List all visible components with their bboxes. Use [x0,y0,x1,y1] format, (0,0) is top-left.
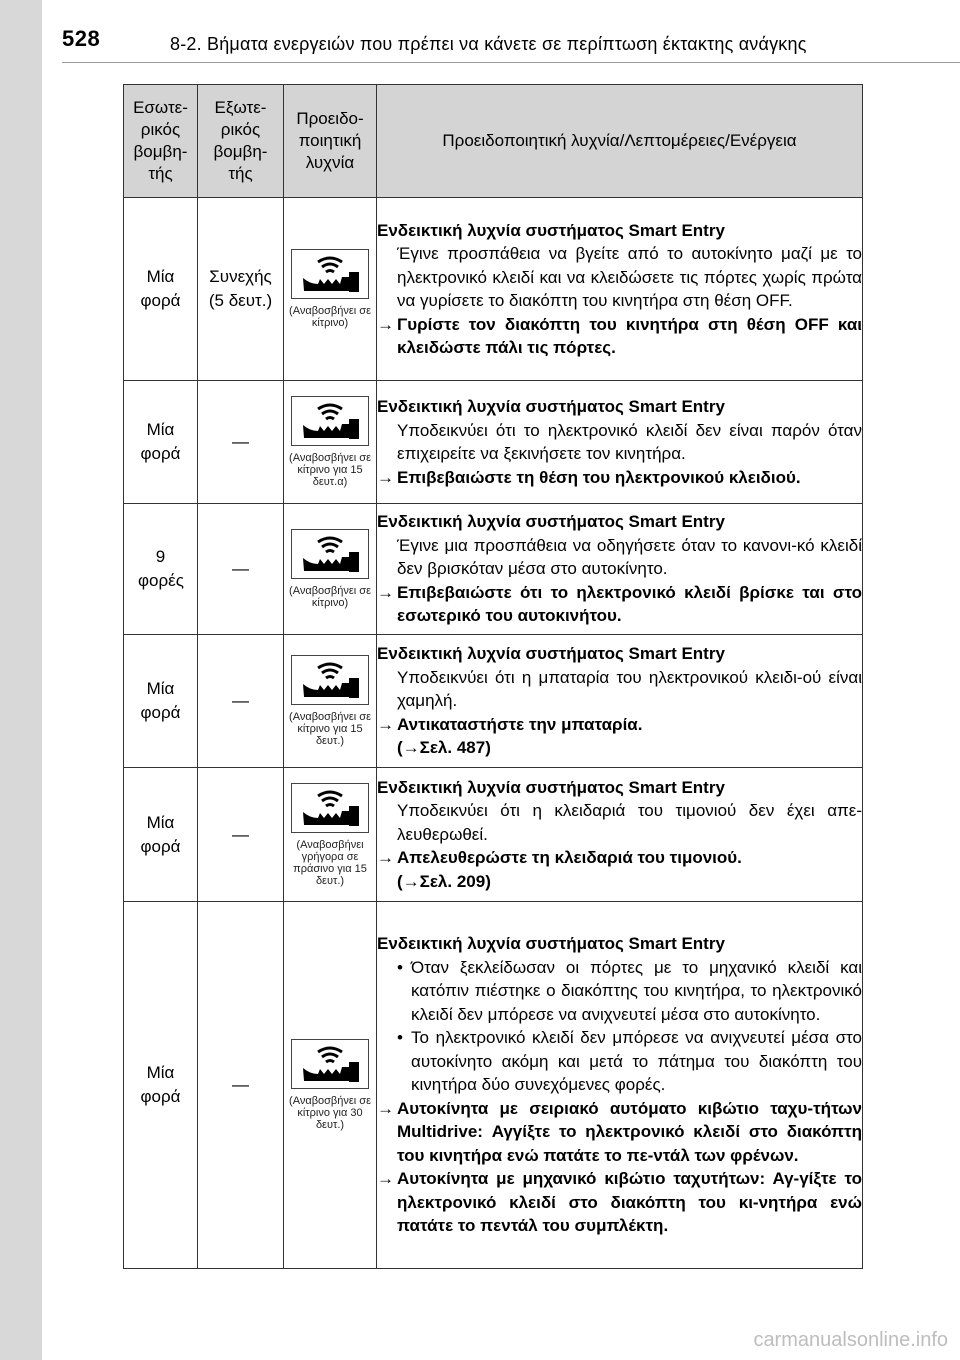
external-buzzer-cell: — [198,768,284,902]
internal-buzzer-cell: Μία φορά [124,635,198,768]
warning-table [123,84,863,1269]
arrow-icon: → [377,1169,394,1189]
lamp-note: (Αναβοσβήνει σε κίτρινο) [289,305,371,329]
table-row [124,504,863,635]
action-text: → Επιβεβαιώστε τη θέση του ηλεκτρονικού κλειδιού. [377,466,862,490]
smart-entry-key-icon [291,529,369,579]
watermark: carmanualsonline.info [753,1329,948,1351]
external-buzzer-cell: — [198,504,284,635]
page-number: 528 [62,26,101,51]
details-cell [377,504,863,635]
lamp-cell [284,635,377,768]
lamp-note: (Αναβοσβήνει σε κίτρινο για 15 δευτ.) [289,711,371,747]
lamp-cell [284,381,377,504]
details-cell [377,635,863,768]
side-band [0,0,42,1360]
details-cell [377,198,863,381]
indicator-description: Έγινε μια προσπάθεια να οδηγήσετε όταν το κανονι-κό κλειδί δεν βρισκόταν μέσα στο αυτοκίνητο. [397,535,862,579]
details-cell [377,902,863,1269]
action-text: → Γυρίστε τον διακόπτη του κινητήρα στη θέση OFF και κλειδώστε πάλι τις πόρτες. [377,314,862,357]
indicator-description: Υποδεικνύει ότι η κλειδαριά του τιμονιού δεν έχει απε-λευθερωθεί. [397,801,862,844]
smart-entry-key-icon [291,655,369,705]
bullet-item: • Το ηλεκτρονικό κλειδί δεν μπόρεσε να ανιχνευτεί μέσα στο αυτοκίνητο ακόμη και μετά το πάτημα του διακόπτη του κινητήρα δύο συνεχόμενες φορές. [397,1028,862,1095]
action-text: → Αντικαταστήστε την μπαταρία. (→Σελ. 487) [377,713,862,760]
external-buzzer-cell: Συνεχής (5 δευτ.) [198,198,284,381]
external-buzzer-cell: — [198,381,284,504]
page-reference: (→Σελ. 487) [397,738,491,758]
indicator-description: Υποδεικνύει ότι η μπαταρία του ηλεκτρονικού κλειδι-ού είναι χαμηλή. [397,667,862,711]
header-divider [62,62,960,63]
bullet-item: • Όταν ξεκλείδωσαν οι πόρτες με το μηχανικό κλειδί και κατόπιν πιέστηκε ο διακόπτης του κινητήρα, το ηλεκτρονικό κλειδί δεν μπόρεσε να ανιχνευτεί μέσα στο αυτοκίνητο. [397,957,862,1024]
action-text: → Αυτοκίνητα με σειριακό αυτόματο κιβώτιο ταχυ-τήτων Multidrive: Αγγίξτε το ηλεκτρονικό κλειδί στο διακόπτη του κινητήρα ενώ πατάτε το πε-ντάλ των φρένων. [377,1098,862,1165]
table-row [124,768,863,902]
details-cell [377,381,863,504]
bullet-dot: • [397,957,403,977]
table-header-row [124,85,863,198]
external-buzzer-cell: — [198,635,284,768]
smart-entry-key-icon [291,396,369,446]
header-details: Προειδοποιητική λυχνία/Λεπτομέρειες/Ενέργεια [377,85,863,198]
table-row [124,635,863,768]
internal-buzzer-cell: Μία φορά [124,768,198,902]
header-internal: Εσωτε-ρικός βομβη-τής [124,85,198,198]
indicator-title: Ενδεικτική λυχνία συστήματος Smart Entry [377,777,725,797]
page-reference: (→Σελ. 209) [397,871,491,891]
indicator-title: Ενδεικτική λυχνία συστήματος Smart Entry [377,397,725,416]
internal-buzzer-cell: Μία φορά [124,198,198,381]
internal-buzzer-cell: Μία φορά [124,902,198,1269]
table-row [124,381,863,504]
lamp-note: (Αναβοσβήνει σε κίτρινο για 30 δευτ.) [289,1095,371,1131]
lamp-note: (Αναβοσβήνει γρήγορα σε πράσινο για 15 δευτ.) [293,838,367,887]
arrow-icon: → [377,714,394,734]
arrow-icon: → [377,582,394,602]
arrow-icon: → [377,314,394,334]
lamp-cell [284,504,377,635]
arrow-icon: → [377,1098,394,1118]
action-text: → Επιβεβαιώστε ότι το ηλεκτρονικό κλειδί βρίσκε ται στο εσωτερικό του αυτοκινήτου. [377,582,862,626]
indicator-title: Ενδεικτική λυχνία συστήματος Smart Entry [377,644,725,664]
lamp-cell [284,768,377,902]
table-row [124,902,863,1269]
indicator-title: Ενδεικτική λυχνία συστήματος Smart Entry [377,220,725,240]
indicator-description: Έγινε προσπάθεια να βγείτε από το αυτοκίνητο μαζί με το ηλεκτρονικό κλειδί και να κλειδώσετε τις πόρτες χωρίς πρώτα να γυρίσετε το διακόπτη του κινητήρα στη θέση OFF. [397,244,862,310]
indicator-description: Υποδεικνύει ότι το ηλεκτρονικό κλειδί δεν είναι παρόν όταν επιχειρείτε να ξεκινήσετε τον κινητήρα. [397,420,862,463]
smart-entry-key-icon [291,783,369,833]
action-text: → Απελευθερώστε τη κλειδαριά του τιμονιού. (→Σελ. 209) [377,846,862,893]
details-cell [377,768,863,902]
arrow-icon: → [377,848,394,868]
bullet-dot: • [397,1028,403,1048]
internal-buzzer-cell: 9 φορές [124,504,198,635]
smart-entry-key-icon [291,249,369,299]
indicator-title: Ενδεικτική λυχνία συστήματος Smart Entry [377,934,725,954]
table-row [124,198,863,381]
smart-entry-key-icon [291,1039,369,1089]
indicator-title: Ενδεικτική λυχνία συστήματος Smart Entry [377,512,725,532]
lamp-cell [284,198,377,381]
header-external: Εξωτε-ρικός βομβη-τής [198,85,284,198]
lamp-note: (Αναβοσβήνει σε κίτρινο) [289,585,371,609]
lamp-cell [284,902,377,1269]
header-lamp: Προειδο-ποιητική λυχνία [284,85,377,198]
internal-buzzer-cell: Μία φορά [124,381,198,504]
section-title: 8-2. Βήματα ενεργειών που πρέπει να κάνετε σε περίπτωση έκτακτης ανάγκης [170,34,807,54]
arrow-icon: → [377,467,394,487]
action-text: → Αυτοκίνητα με μηχανικό κιβώτιο ταχυτήτων: Αγ-γίξτε το ηλεκτρονικό κλειδί στο διακόπτη του κι-νητήρα ενώ πατάτε το πεντάλ του συμπλέκτη. [377,1169,862,1236]
external-buzzer-cell: — [198,902,284,1269]
lamp-note: (Αναβοσβήνει σε κίτρινο για 15 δευτ.α) [289,452,371,488]
